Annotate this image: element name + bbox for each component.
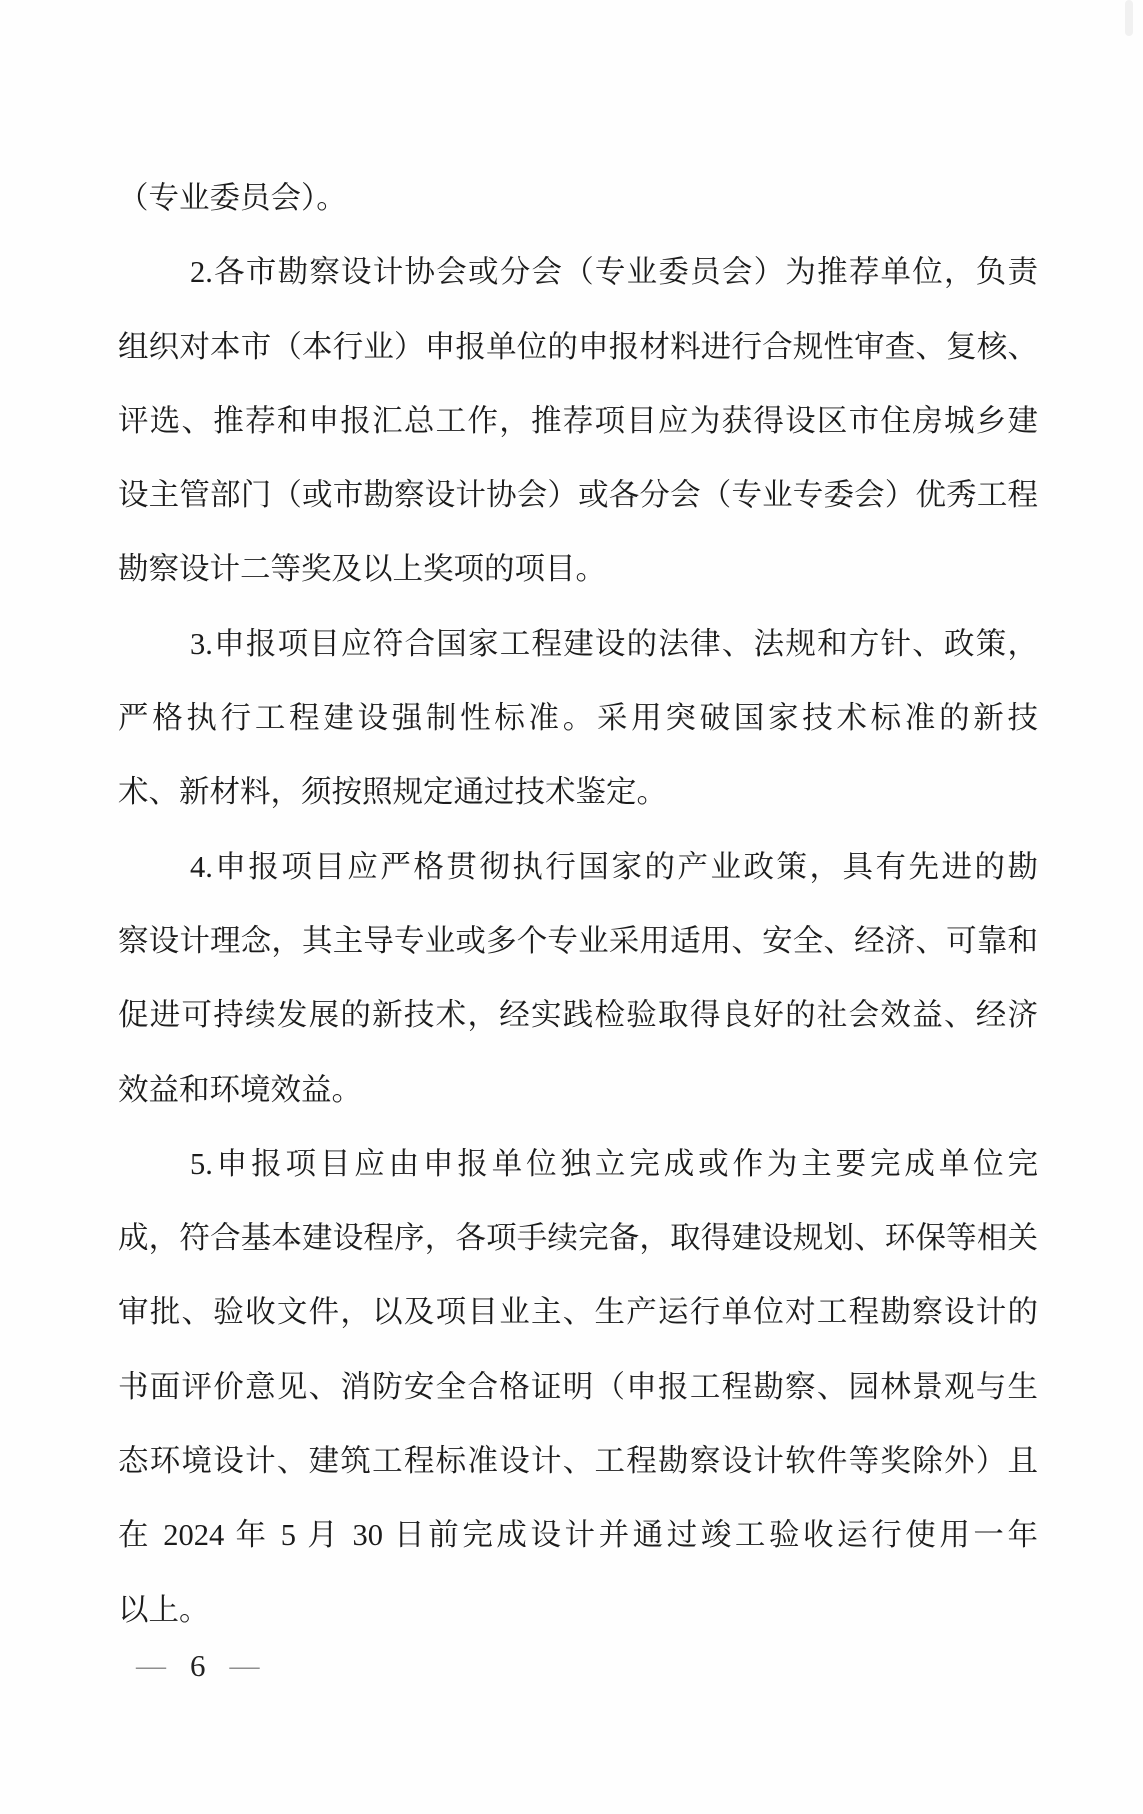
document-line: 促进可持续发展的新技术，经实践检验取得良好的社会效益、经济 (118, 998, 1038, 1033)
document-line: 以上。 (118, 1592, 210, 1627)
document-line: 2.各市勘察设计协会或分会（专业委员会）为推荐单位，负责 (190, 255, 1038, 290)
document-line: 3.申报项目应符合国家工程建设的法律、法规和方针、政策， (190, 626, 1038, 661)
document-line: 勘察设计二等奖及以上奖项的项目。 (118, 552, 606, 587)
footer-left-dash: — (136, 1649, 166, 1682)
page-number: 6 (190, 1648, 206, 1683)
document-line: 4.申报项目应严格贯彻执行国家的产业政策，具有先进的勘 (190, 849, 1038, 884)
document-body (118, 161, 1038, 1647)
footer-right-dash: — (229, 1649, 260, 1682)
scrollbar-thumb[interactable] (1125, 0, 1133, 36)
document-line: 审批、验收文件，以及项目业主、生产运行单位对工程勘察设计的 (118, 1295, 1038, 1330)
document-line: 5.申报项目应由申报单位独立完成或作为主要完成单位完 (190, 1146, 1038, 1181)
document-line: 效益和环境效益。 (118, 1072, 362, 1107)
page-footer (136, 1644, 260, 1688)
document-line: 设主管部门（或市勘察设计协会）或各分会（专业专委会）优秀工程 (118, 478, 1038, 513)
document-line: 严格执行工程建设强制性标准。采用突破国家技术标准的新技 (118, 701, 1038, 736)
document-line: 察设计理念，其主导专业或多个专业采用适用、安全、经济、可靠和 (118, 923, 1038, 958)
document-line: （专业委员会）。 (118, 181, 347, 215)
document-line: 在 2024 年 5 月 30 日前完成设计并通过竣工验收运行使用一年 (118, 1518, 1038, 1553)
document-line: 评选、推荐和申报汇总工作，推荐项目应为获得设区市住房城乡建 (118, 403, 1038, 438)
document-line: 态环境设计、建筑工程标准设计、工程勘察设计软件等奖除外）且 (118, 1444, 1038, 1479)
document-line: 书面评价意见、消防安全合格证明（申报工程勘察、园林景观与生 (118, 1369, 1038, 1404)
document-line: 术、新材料，须按照规定通过技术鉴定。 (118, 775, 667, 810)
document-line: 成，符合基本建设程序，各项手续完备，取得建设规划、环保等相关 (118, 1221, 1038, 1256)
document-line: 组织对本市（本行业）申报单位的申报材料进行合规性审查、复核、 (118, 329, 1038, 364)
